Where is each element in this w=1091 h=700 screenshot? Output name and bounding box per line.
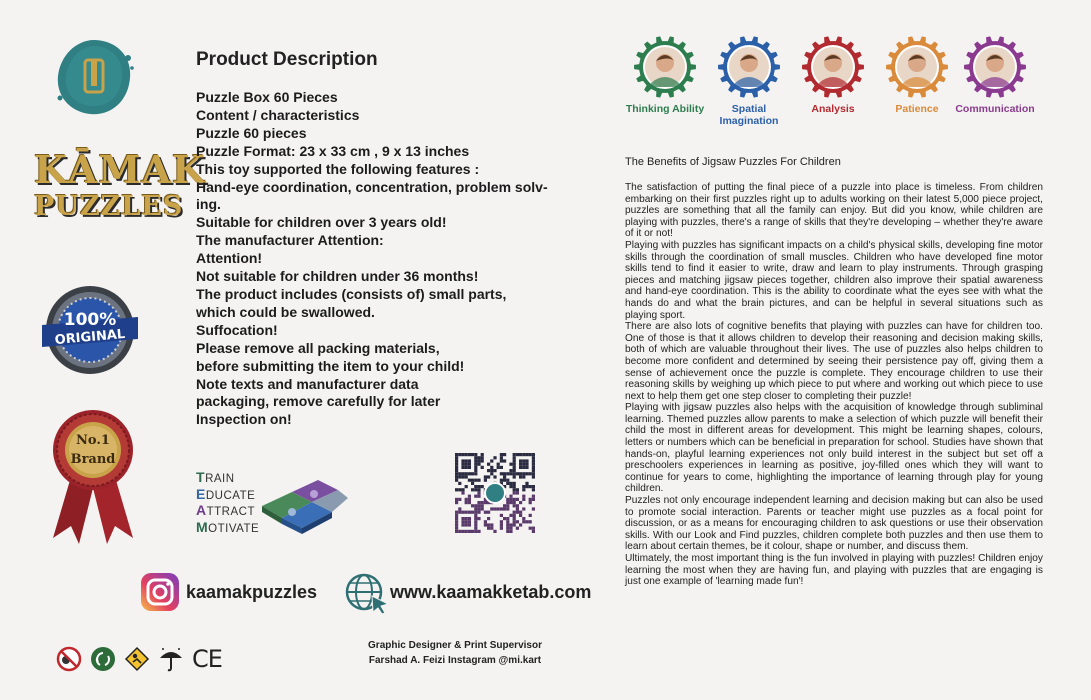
team-word-rest: RAIN xyxy=(205,473,235,485)
description-line: This toy supported the following features : xyxy=(196,160,480,177)
keep-dry-umbrella-icon xyxy=(158,646,184,672)
globe-cursor-icon xyxy=(344,572,390,614)
description-line: Puzzle Box 60 Pieces xyxy=(196,89,338,105)
skill-label: Thinking Ability xyxy=(625,103,705,115)
skill-gear-icon xyxy=(801,35,865,99)
original-seal-icon xyxy=(40,283,140,378)
team-word xyxy=(196,520,259,537)
seal-big-text: 100% xyxy=(63,310,117,330)
team-initial: M xyxy=(196,518,209,535)
credits-line2: Farshad A. Feizi Instagram @mi.kart xyxy=(368,655,542,666)
description-line: Content / characteristics xyxy=(196,106,360,123)
description-line: packaging, remove carefully for later xyxy=(196,393,441,410)
skill-item xyxy=(620,35,710,115)
ce-mark-icon: CE xyxy=(192,645,222,673)
brand-wordmark xyxy=(34,147,207,224)
product-description-title: Product Description xyxy=(196,49,378,70)
credits xyxy=(330,638,580,668)
description-line: Inspection on! xyxy=(196,411,292,428)
instagram-handle[interactable]: kaamakpuzzles xyxy=(186,582,318,602)
skill-item xyxy=(704,35,794,127)
benefits-text xyxy=(625,182,1043,588)
skill-gear-icon xyxy=(885,35,949,99)
team-word-rest: TTRACT xyxy=(206,506,255,518)
not-for-under-3-icon xyxy=(56,646,82,672)
puzzle-pieces-icon xyxy=(252,472,352,538)
skill-label: Analysis xyxy=(811,103,855,115)
benefits-paragraph: There are also lots of cognitive benefits that playing with puzzles can have for children too. One of those is that it allows children to develop their reasoning and decision making skills, both of which are valuable throughout their lives. The use of puzzles also helps children to become more confident and determined by seeing their persistence pay off, giving them a sense of achievement once the puzzle is complete. They encourage children to use their reasoning skills by weighing up which piece to put where and working out which piece to use next to help them get one step closer to completing their puzzle! xyxy=(625,321,1043,402)
description-line: The manufacturer Attention: xyxy=(196,232,384,249)
skill-item xyxy=(788,35,878,115)
team-acronym xyxy=(196,470,259,536)
recycle-icon xyxy=(90,646,116,672)
team-word xyxy=(196,487,259,504)
description-line: which could be swallowed. xyxy=(196,303,375,320)
skill-gear-icon xyxy=(717,35,781,99)
benefits-paragraph: The satisfaction of putting the final piece of a puzzle into place is timeless. From children embarking on their first puzzles right up to adults working on their latest 5,000 piece project, puzzles are something that all the family can enjoy. But did you know, while children are playing with puzzles, there's a range of skills that they're developing – whether they're aware of it or not! xyxy=(625,182,1043,240)
benefits-paragraph: Ultimately, the most important thing is the fun involved in playing with puzzles! Children enjoy learning the most when they are having fun, and playing with puzzles that are engaging is just one example of 'learning made fun'! xyxy=(625,553,1043,588)
description-line: Attention! xyxy=(196,250,263,267)
qr-code-icon[interactable] xyxy=(455,453,535,533)
benefits-paragraph: Puzzles not only encourage independent learning and decision making but can also be used to promote social interaction. Parents or teacher might use puzzles as a focal point for discussion, or as a means for encouraging children to ask questions or use their observation skills. With our Look and Find puzzles, children complete both puzzles and then use them to learn about certain themes, be it colour, shape or number, and discuss them. xyxy=(625,495,1043,553)
team-initial: A xyxy=(196,502,207,518)
certification-icons xyxy=(56,646,222,672)
description-line: Not suitable for children under 36 months! xyxy=(196,268,479,285)
skill-gear-icon xyxy=(963,35,1027,99)
description-line: The product includes (consists of) small parts, xyxy=(196,285,507,302)
team-word xyxy=(196,470,259,487)
description-line: Hand-eye coordination, concentration, problem solv- xyxy=(196,178,548,195)
description-line: before submitting the item to your child! xyxy=(196,357,465,374)
no1-brand-ribbon-icon xyxy=(43,408,143,546)
team-initial: E xyxy=(196,485,206,502)
description-line: Please remove all packing materials, xyxy=(196,339,440,356)
team-initial: T xyxy=(196,469,206,485)
description-line: Suitable for children over 3 years old! xyxy=(196,214,447,231)
seal-word-text: ORIGINAL xyxy=(54,326,126,349)
kamak-logo-drop-icon xyxy=(52,36,136,120)
skill-item xyxy=(872,35,962,115)
ribbon-line2: Brand xyxy=(70,452,116,467)
team-word-rest: OTIVATE xyxy=(208,522,260,535)
brand-name-line1: KĀMAK xyxy=(34,147,207,192)
description-line: Suffocation! xyxy=(196,321,278,338)
benefits-title: The Benefits of Jigsaw Puzzles For Children xyxy=(625,156,841,168)
instagram-icon[interactable] xyxy=(140,572,180,612)
description-line: Puzzle 60 pieces xyxy=(196,124,307,141)
warning-icon xyxy=(124,646,150,672)
skill-label: Spatial Imagination xyxy=(719,103,779,127)
description-line: Note texts and manufacturer data xyxy=(196,375,419,392)
team-word-rest: DUCATE xyxy=(205,489,256,502)
skill-label: Communication xyxy=(955,103,1035,115)
team-word xyxy=(196,503,259,520)
skill-label: Patience xyxy=(895,103,939,115)
product-description-lines xyxy=(196,89,576,429)
description-line: ing. xyxy=(196,196,221,213)
brand-name-line2: PUZZLES xyxy=(34,191,184,222)
credits-line1: Graphic Designer & Print Supervisor xyxy=(368,640,542,651)
benefits-paragraph: Playing with puzzles has significant impacts on a child's physical skills, developing fine motor skills through the coordination of small muscles. Children who have developed fine motor skills tend to find it easier to write, draw and learn to play instruments. Through grasping pieces and matching jigsaw pieces together, children also improve their spatial awareness and hand-eye coordination. This is the ability to coordinate what the eyes see with what the hands do and what the brain pictures, and can be helpful in several situations such as playing sport. xyxy=(625,239,1043,321)
skill-gear-icon xyxy=(633,35,697,99)
benefits-paragraph: Playing with jigsaw puzzles also helps with the acquisition of knowledge through subliminal learning. Themed puzzles allow parents to make a selection of which puzzle will benefit their child the most in different areas for development. This might be learning shapes, colours, letters or numbers which can be beneficial in preparation for school. Studies have shown that hands-on, playful learning experiences not only build interest in the subject but set off a preschoolers experiences in learning as positive, joy-filled ones which they will want to continue for years to come, highlighting the importance of learning through play for young children. xyxy=(625,402,1043,495)
skill-item xyxy=(950,35,1040,115)
website-link[interactable]: www.kaamakketab.com xyxy=(390,582,592,602)
description-line: Puzzle Format: 23 x 33 cm , 9 x 13 inches xyxy=(196,142,470,159)
ribbon-line1: No.1 xyxy=(76,433,110,448)
